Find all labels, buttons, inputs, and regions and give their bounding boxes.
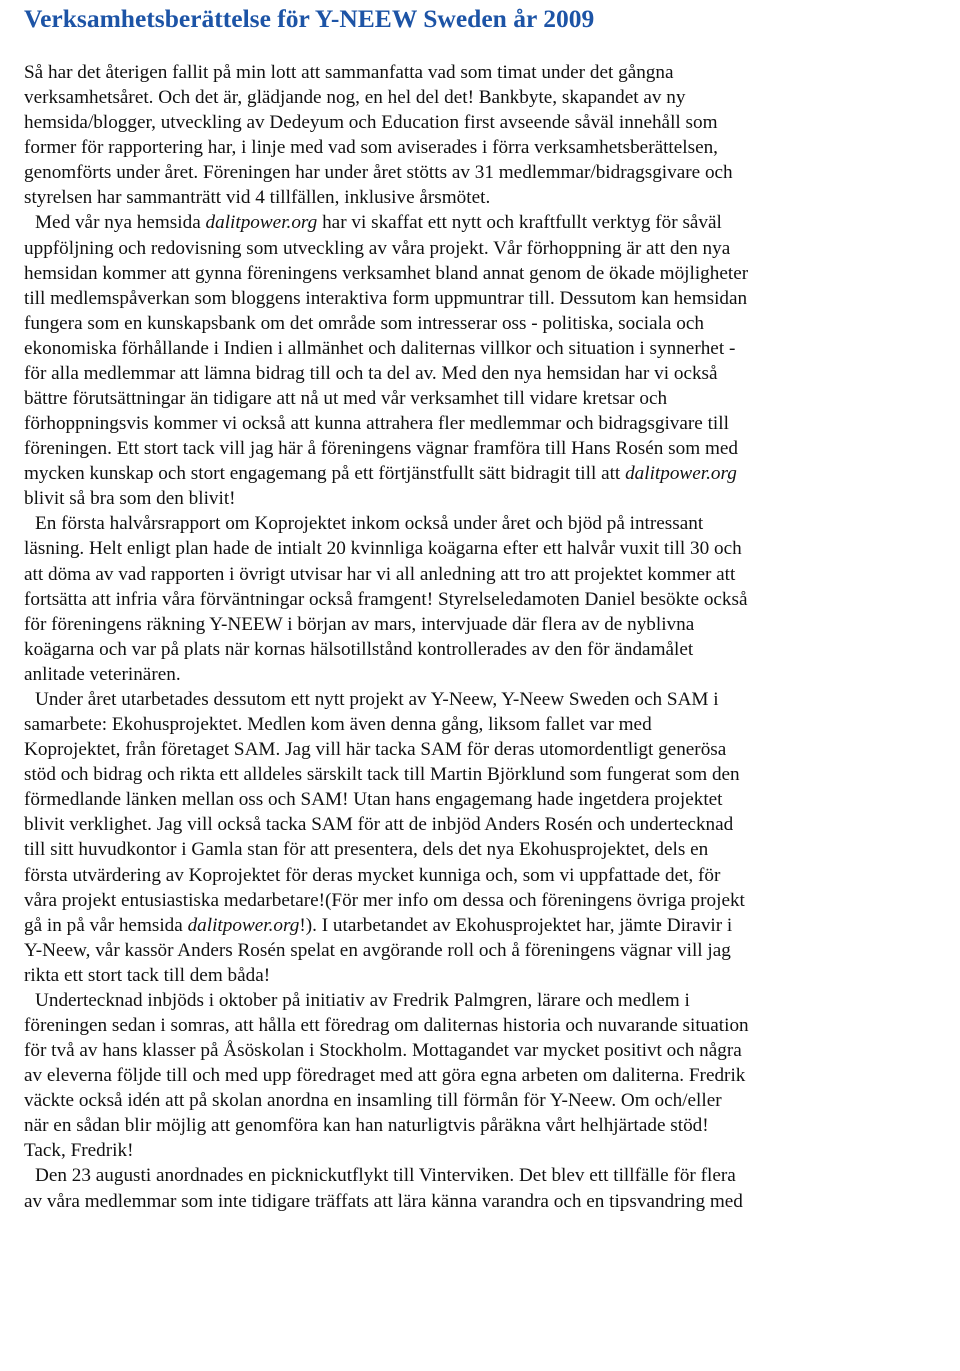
- document-body: [24, 60, 936, 1214]
- text-run: genomförts under året. Föreningen har under året stötts av 31 medlemmar/bidragsgivare och: [24, 162, 733, 184]
- text-line: [24, 60, 936, 85]
- text-run: Den 23 augusti anordnades en picknickutflykt till Vinterviken. Det blev ett tillfälle för flera: [35, 1165, 736, 1187]
- text-line: [24, 336, 936, 361]
- text-run: Y-Neew, vår kassör Anders Rosén spelat en avgörande roll och å föreningens vägnar vill jag: [24, 939, 731, 961]
- text-line: [24, 511, 936, 536]
- text-line: [24, 1113, 936, 1138]
- text-line: [24, 562, 936, 587]
- text-line: [24, 863, 936, 888]
- text-line: [24, 361, 936, 386]
- text-run: förhoppningsvis kommer vi också att kunna attrahera fler medlemmar och bidragsgivare till: [24, 413, 729, 435]
- text-run: för alla medlemmar att lämna bidrag till och ta del av. Med den nya hemsidan har vi också: [24, 362, 718, 384]
- text-run: första utvärdering av Koprojektet för deras mycket kunniga och, som vi uppfattade det, för: [24, 864, 721, 886]
- text-run: mycken kunskap och stort engagemang på ett förtjänstfullt sätt bidragit till att: [24, 463, 626, 485]
- text-line: [24, 311, 936, 336]
- text-run: för två av hans klasser på Åsöskolan i Stockholm. Mottagandet var mycket positivt och några: [24, 1040, 742, 1062]
- text-line: [24, 737, 936, 762]
- text-line: [24, 938, 936, 963]
- text-line: [24, 762, 936, 787]
- text-run: uppföljning och redovisning som utveckling av våra projekt. Vår förhoppning är att den nya: [24, 237, 731, 259]
- text-run: förmedlande länken mellan oss och SAM! Utan hans engagemang hade ingetdera projektet: [24, 789, 723, 811]
- text-run: har vi skaffat ett nytt och kraftfullt verktyg för såväl: [317, 212, 722, 234]
- text-line: [24, 1088, 936, 1113]
- text-run: Under året utarbetades dessutom ett nytt projekt av Y-Neew, Y-Neew Sweden och SAM i: [35, 688, 719, 710]
- text-run: när en sådan blir möjlig att genomföra kan han naturligtvis påräkna vårt helhjärtade stöd!: [24, 1115, 709, 1137]
- text-run: hemsida/blogger, utveckling av Dedeyum och Education first avseende såväl innehåll som: [24, 112, 718, 134]
- text-run: av eleverna följde till och med upp föredraget med att göra egna arbeten om daliterna. Fredrik: [24, 1065, 746, 1087]
- text-line: [24, 1138, 936, 1163]
- text-run: Tack, Fredrik!: [24, 1140, 134, 1162]
- website-link-text: dalitpower.org: [205, 212, 318, 234]
- text-run: fungera som en kunskapsbank om det område som intresserar oss - politiska, sociala och: [24, 312, 704, 334]
- text-run: rikta ett stort tack till dem båda!: [24, 964, 271, 986]
- text-line: [24, 486, 936, 511]
- text-run: ekonomiska förhållande i Indien i allmänhet och daliternas villkor och situation i synnerhet -: [24, 337, 736, 359]
- text-line: [24, 286, 936, 311]
- text-run: samarbete: Ekohusprojektet. Medlen kom även denna gång, liksom fallet var med: [24, 714, 652, 736]
- text-line: [24, 536, 936, 561]
- text-line: [24, 587, 936, 612]
- text-line: [24, 837, 936, 862]
- text-line: [24, 712, 936, 737]
- text-run: gå in på vår hemsida: [24, 914, 188, 936]
- text-run: bättre förutsättningar än tidigare att nå ut med vår verksamhet till vidare kretsar och: [24, 388, 668, 410]
- text-run: !). I utarbetandet av Ekohusprojektet har, jämte Diravir i: [299, 914, 733, 936]
- text-run: av våra medlemmar som inte tidigare träffats att lära känna varandra och en tipsvandring med: [24, 1190, 743, 1212]
- text-run: föreningen sedan i somras, att hålla ett föredrag om daliternas historia och nuvarande situation: [24, 1014, 749, 1036]
- website-link-text: dalitpower.org: [625, 463, 737, 485]
- text-line: [24, 1063, 936, 1088]
- text-line: [24, 411, 936, 436]
- text-line: [24, 135, 936, 160]
- text-run: former för rapportering har, i linje med vad som aviserades i förra verksamhetsberättelsen,: [24, 137, 718, 159]
- text-line: [24, 988, 936, 1013]
- text-line: [24, 1189, 936, 1214]
- text-run: till sitt huvudkontor i Gamla stan för att presentera, dels det nya Ekohusprojektet, dels en: [24, 839, 709, 861]
- text-run: styrelsen har sammanträtt vid 4 tillfällen, inklusive årsmötet.: [24, 187, 491, 209]
- text-line: [24, 436, 936, 461]
- text-line: [24, 386, 936, 411]
- text-run: Så har det återigen fallit på min lott att sammanfatta vad som timat under det gångna: [24, 62, 674, 83]
- text-line: [24, 787, 936, 812]
- text-run: En första halvårsrapport om Koprojektet inkom också under året och bjöd på intressant: [35, 513, 704, 535]
- text-run: fortsätta att infria våra förväntningar också framgent! Styrelseledamoten Daniel besökte också: [24, 588, 748, 610]
- text-run: Undertecknad inbjöds i oktober på initiativ av Fredrik Palmgren, lärare och medlem i: [35, 989, 690, 1011]
- text-run: anlitade veterinären.: [24, 663, 181, 685]
- text-line: [24, 1163, 936, 1188]
- text-run: väckte också idén att på skolan anordna en insamling till förmån för Y-Neew. Om och/eller: [24, 1090, 722, 1112]
- text-line: [24, 85, 936, 110]
- text-line: [24, 662, 936, 687]
- text-line: [24, 888, 936, 913]
- text-line: [24, 110, 936, 135]
- text-run: läsning. Helt enligt plan hade de intialt 20 kvinnliga koägarna efter ett halvår vuxit till 30 och: [24, 538, 742, 560]
- text-line: [24, 812, 936, 837]
- text-run: hemsidan kommer att gynna föreningens verksamhet bland annat genom de ökade möjligheter: [24, 262, 749, 284]
- text-run: blivit verklighet. Jag vill också tacka SAM för att de inbjöd Anders Rosén och undertecknad: [24, 814, 734, 836]
- text-run: verksamhetsåret. Och det är, glädjande nog, en hel del det! Bankbyte, skapandet av ny: [24, 87, 686, 109]
- text-run: att döma av vad rapporten i övrigt utvisar har vi all anledning att tro att projektet kommer att: [24, 563, 736, 585]
- text-run: blivit så bra som den blivit!: [24, 488, 236, 510]
- website-link-text: dalitpower.org: [187, 914, 300, 936]
- text-line: [24, 1013, 936, 1038]
- text-run: för föreningens räkning Y-NEEW i början av mars, intervjuade där flera av de nyblivna: [24, 613, 695, 635]
- text-run: föreningen. Ett stort tack vill jag här å föreningens vägnar framföra till Hans Rosén som med: [24, 438, 738, 460]
- text-line: [24, 963, 936, 988]
- text-line: [24, 612, 936, 637]
- text-run: koägarna och var på plats när kornas hälsotillstånd kontrollerades av den för ändamålet: [24, 638, 694, 660]
- text-line: [24, 913, 936, 938]
- text-run: Med vår nya hemsida: [35, 212, 206, 234]
- text-line: [24, 637, 936, 662]
- text-run: våra projekt entusiastiska medarbetare!(För mer info om dessa och föreningens övriga projekt: [24, 889, 745, 911]
- text-line: [24, 210, 936, 235]
- document-title: Verksamhetsberättelse för Y-NEEW Sweden år 2009: [24, 4, 595, 33]
- text-run: Koprojektet, från företaget SAM. Jag vill här tacka SAM för deras utomordentligt generösa: [24, 739, 727, 761]
- text-line: [24, 687, 936, 712]
- text-run: till medlemspåverkan som bloggens interaktiva form uppmuntrar till. Dessutom kan hemsidan: [24, 287, 748, 309]
- text-run: stöd och bidrag och rikta ett alldeles särskilt tack till Martin Björklund som fungerat som den: [24, 764, 740, 786]
- text-line: [24, 160, 936, 185]
- text-line: [24, 261, 936, 286]
- text-line: [24, 1038, 936, 1063]
- text-line: [24, 236, 936, 261]
- text-line: [24, 461, 936, 486]
- text-line: [24, 185, 936, 210]
